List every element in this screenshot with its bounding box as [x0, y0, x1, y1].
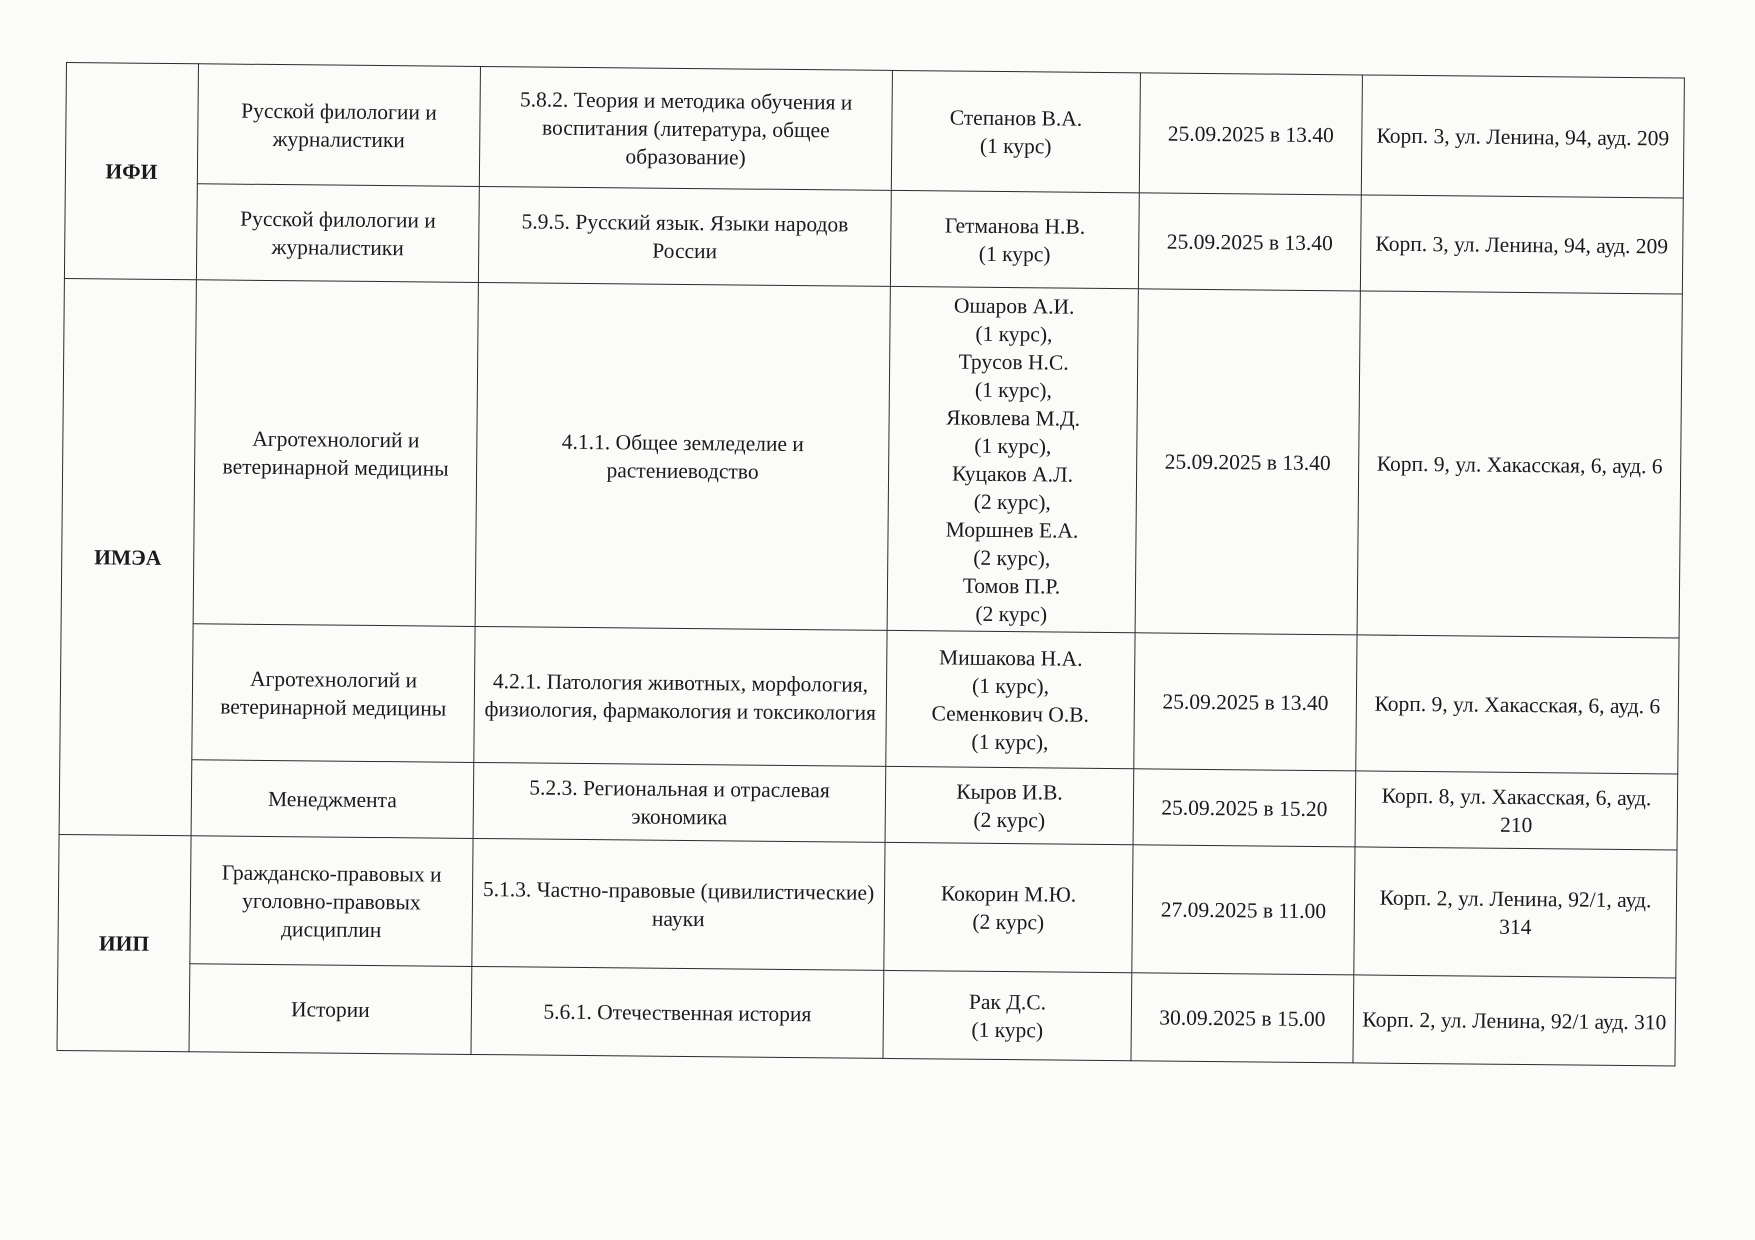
student-line: (1 курс), — [971, 729, 1049, 754]
location-cell: Корп. 8, ул. Хакасская, 6, ауд. 210 — [1355, 771, 1678, 850]
student-line: Ошаров А.И. — [953, 293, 1075, 319]
location-cell: Корп. 3, ул. Ленина, 94, ауд. 209 — [1360, 195, 1683, 294]
student-line: Гетманова Н.В. — [944, 212, 1086, 239]
location-cell: Корп. 3, ул. Ленина, 94, ауд. 209 — [1361, 75, 1684, 198]
document-page — [57, 62, 1685, 1066]
student-line: (1 курс), — [975, 321, 1053, 346]
location-cell: Корп. 9, ул. Хакасская, 6, ауд. 6 — [1356, 635, 1679, 774]
department-cell: Агротехнологий и ветеринарной медицины — [192, 624, 475, 763]
student-line: (1 курс), — [971, 673, 1050, 698]
table-row — [58, 834, 1677, 978]
student-line: (1 курс), — [974, 433, 1052, 458]
student-line: (2 курс) — [973, 807, 1046, 832]
specialty-cell: 4.2.1. Патология животных, морфология, физиология, фармакология и токсикология — [474, 626, 887, 766]
department-cell: Агротехнологий и ветеринарной медицины — [193, 280, 478, 627]
location-cell: Корп. 2, ул. Ленина, 92/1, ауд. 314 — [1354, 847, 1677, 978]
student-line: Трусов Н.С. — [958, 349, 1069, 375]
students-cell — [885, 766, 1134, 844]
specialty-cell: 5.8.2. Теория и методика обучения и воспитания (литература, общее образование) — [479, 66, 892, 190]
institute-cell: ИИП — [57, 834, 191, 1051]
student-line: (2 курс), — [973, 545, 1051, 570]
table-row — [57, 962, 1676, 1066]
student-line: (1 курс) — [971, 1017, 1044, 1042]
student-line: Мишакова Н.А. — [938, 644, 1083, 671]
specialty-cell: 5.6.1. Отечественная история — [471, 966, 884, 1058]
student-line: (1 курс) — [978, 241, 1051, 266]
student-line: Кыров И.В. — [956, 779, 1063, 805]
students-cell — [890, 190, 1139, 288]
department-cell: Русской филологии и журналистики — [197, 64, 480, 187]
specialty-cell: 5.9.5. Русский язык. Языки народов России — [478, 186, 891, 286]
student-line: Кокорин М.Ю. — [940, 880, 1077, 907]
institute-cell: ИМЭА — [59, 278, 196, 835]
table-row — [64, 182, 1683, 294]
student-line: (2 курс), — [973, 489, 1051, 514]
students-cell — [891, 70, 1140, 192]
table-row — [65, 63, 1684, 199]
student-line: Степанов В.А. — [949, 104, 1083, 131]
student-line: (2 курс) — [972, 909, 1045, 934]
schedule-table — [57, 62, 1685, 1066]
datetime-cell: 27.09.2025 в 11.00 — [1132, 845, 1355, 975]
department-cell: Русской филологии и журналистики — [196, 184, 479, 283]
table-row — [61, 278, 1682, 638]
student-line: Моршнев Е.А. — [945, 516, 1079, 543]
students-cell — [887, 286, 1138, 632]
table-row — [60, 622, 1679, 774]
department-cell: Менеджмента — [191, 760, 474, 839]
location-cell: Корп. 2, ул. Ленина, 92/1 ауд. 310 — [1353, 975, 1676, 1066]
students-cell — [886, 630, 1135, 768]
student-line: (1 курс), — [974, 377, 1053, 402]
student-line: Семенкович О.В. — [931, 700, 1090, 727]
datetime-cell: 25.09.2025 в 13.40 — [1135, 289, 1360, 635]
datetime-cell: 25.09.2025 в 15.20 — [1133, 769, 1356, 847]
students-cell — [884, 842, 1133, 972]
specialty-cell: 5.2.3. Региональная и отраслевая экономика — [473, 762, 886, 842]
datetime-cell: 25.09.2025 в 13.40 — [1134, 633, 1357, 771]
location-cell: Корп. 9, ул. Хакасская, 6, ауд. 6 — [1357, 291, 1682, 638]
department-cell: Истории — [189, 964, 472, 1055]
datetime-cell: 25.09.2025 в 13.40 — [1139, 73, 1362, 195]
datetime-cell: 30.09.2025 в 15.00 — [1131, 973, 1354, 1063]
datetime-cell: 25.09.2025 в 13.40 — [1138, 193, 1361, 291]
student-line: (2 курс) — [975, 601, 1048, 626]
student-line: (1 курс) — [979, 133, 1052, 158]
student-line: Рак Д.С. — [968, 989, 1047, 1014]
department-cell: Гражданско-правовых и уголовно-правовых дисциплин — [190, 836, 473, 967]
student-line: Яковлева М.Д. — [946, 404, 1081, 431]
specialty-cell: 4.1.1. Общее земледелие и растениеводство — [475, 282, 890, 630]
institute-cell: ИФИ — [64, 63, 198, 280]
student-line: Томов П.Р. — [962, 573, 1061, 599]
student-line: Куцаков А.Л. — [951, 461, 1074, 487]
students-cell — [883, 970, 1132, 1060]
specialty-cell: 5.1.3. Частно-правовые (цивилистические) науки — [472, 838, 885, 970]
